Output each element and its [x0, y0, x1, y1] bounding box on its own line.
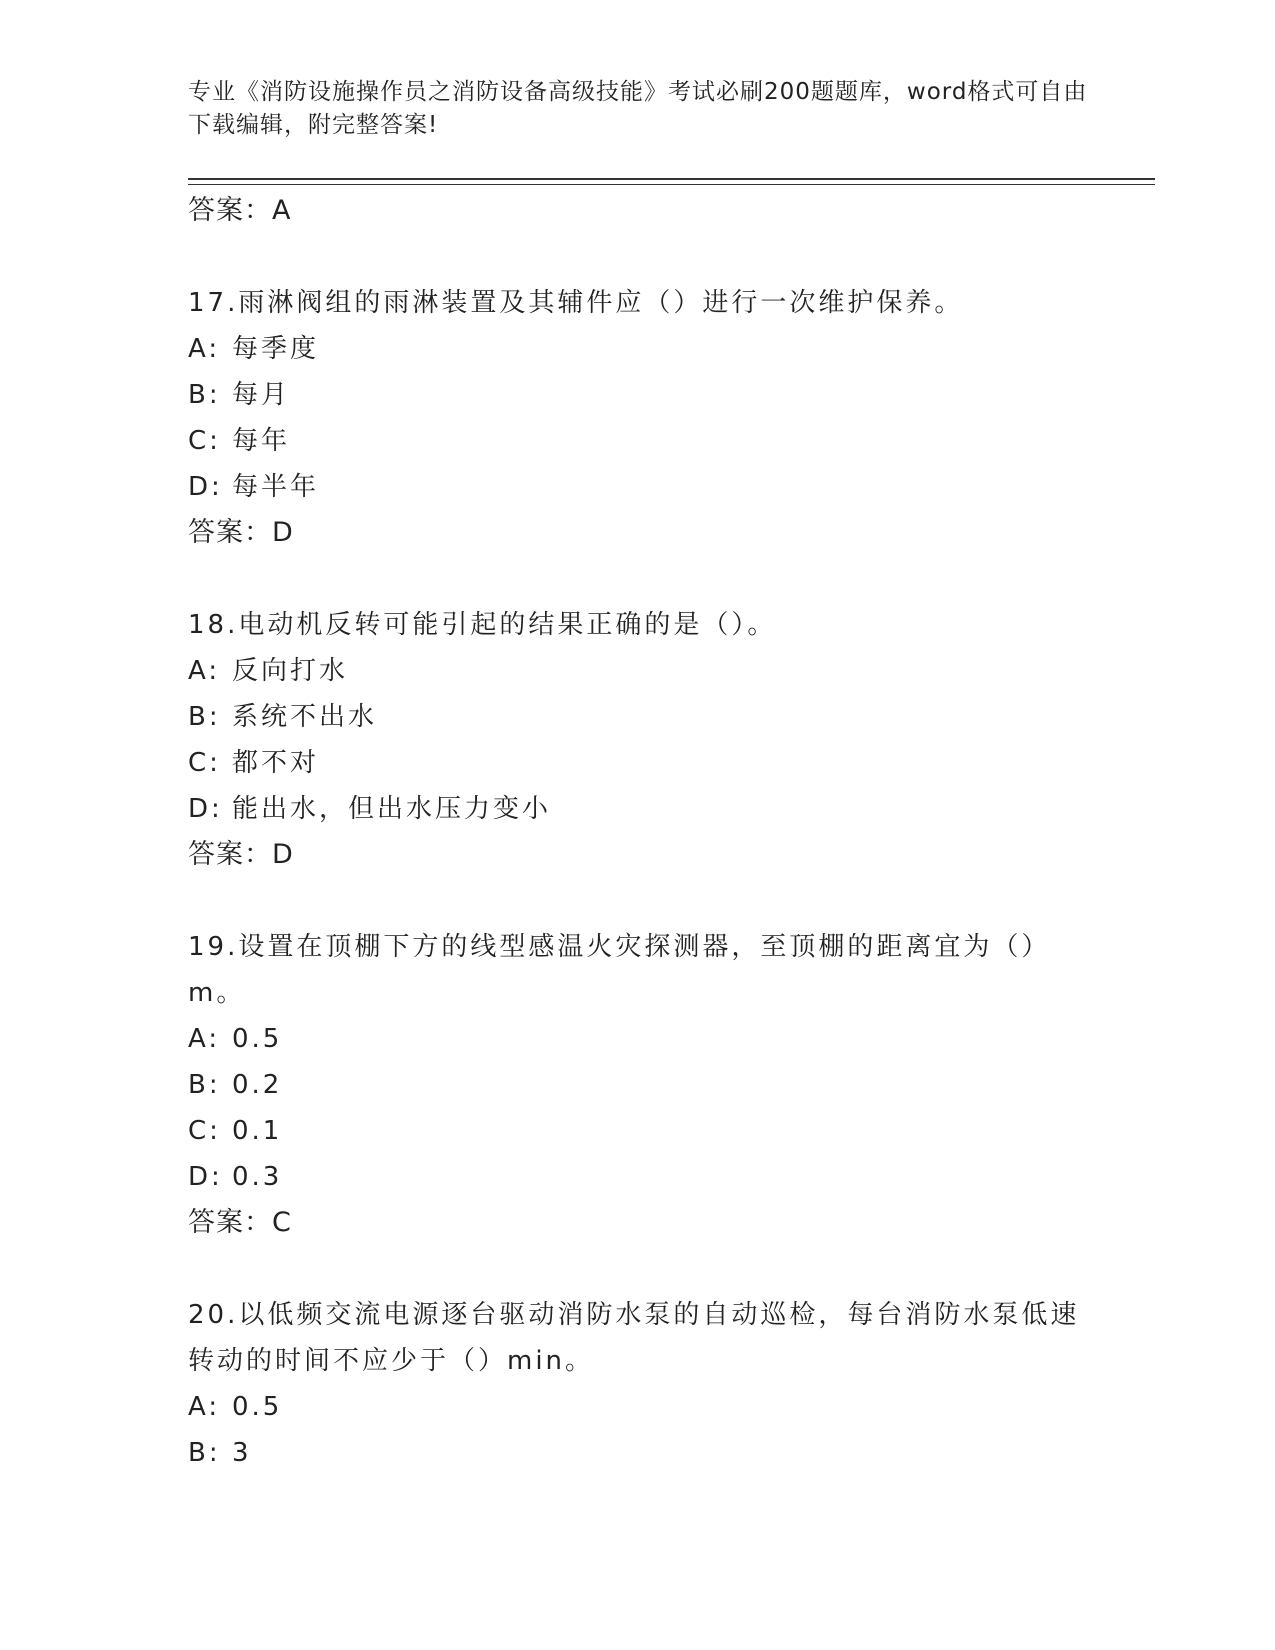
option-b: [188, 694, 1088, 740]
option-letter: C:: [188, 426, 221, 456]
option-b: [188, 372, 1088, 418]
question-block: [188, 602, 1088, 878]
header-divider-thin: [188, 184, 1155, 185]
option-letter: A:: [188, 1392, 221, 1422]
option-text: 都不对: [232, 748, 320, 778]
option-d: [188, 464, 1088, 510]
option-a: [188, 326, 1088, 372]
option-letter: A:: [188, 1024, 221, 1054]
question-list: [188, 188, 1088, 1476]
option-letter: C:: [188, 748, 221, 778]
option-text: 能出水，但出水压力变小: [232, 794, 552, 824]
header-divider-thick: [188, 178, 1155, 180]
option-text: 每月: [232, 380, 291, 410]
option-letter: A:: [188, 334, 221, 364]
option-letter: B:: [188, 702, 221, 732]
option-text: 每半年: [232, 472, 320, 502]
option-text: 0.3: [232, 1162, 283, 1192]
option-text: 每年: [232, 426, 291, 456]
option-text: 系统不出水: [232, 702, 378, 732]
option-letter: B:: [188, 380, 221, 410]
option-text: 每季度: [232, 334, 320, 364]
question-block: [188, 1292, 1088, 1476]
option-letter: B:: [188, 1438, 221, 1468]
option-text: 0.5: [232, 1392, 283, 1422]
option-c: [188, 1108, 1088, 1154]
option-c: [188, 418, 1088, 464]
question-stem: 18.电动机反转可能引起的结果正确的是（）。: [188, 610, 777, 640]
answer-line: 答案：D: [188, 839, 294, 870]
option-a: [188, 648, 1088, 694]
option-c: [188, 740, 1088, 786]
option-letter: B:: [188, 1070, 221, 1100]
option-text: 0.5: [232, 1024, 283, 1054]
option-letter: D:: [188, 1162, 223, 1192]
question-stem: 17.雨淋阀组的雨淋装置及其辅件应（）进行一次维护保养。: [188, 288, 964, 318]
option-b: [188, 1430, 1088, 1476]
option-a: [188, 1016, 1088, 1062]
question-block: [188, 280, 1088, 556]
option-d: [188, 786, 1088, 832]
option-letter: A:: [188, 656, 221, 686]
answer-line: 答案：D: [188, 517, 294, 548]
question-block: [188, 924, 1088, 1246]
document-header: 专业《消防设施操作员之消防设备高级技能》考试必刷200题题库，word格式可自由下载编辑，附完整答案!: [188, 79, 1088, 138]
option-letter: D:: [188, 794, 223, 824]
option-b: [188, 1062, 1088, 1108]
option-text: 反向打水: [232, 656, 349, 686]
option-letter: C:: [188, 1116, 221, 1146]
question-stem: 20.以低频交流电源逐台驱动消防水泵的自动巡检，每台消防水泵低速转动的时间不应少于（）min。: [188, 1300, 1080, 1376]
answer-line: 答案：A: [188, 195, 292, 226]
option-text: 0.1: [232, 1116, 283, 1146]
question-stem: 19.设置在顶棚下方的线型感温火灾探测器，至顶棚的距离宜为（）m。: [188, 932, 1051, 1008]
option-text: 0.2: [232, 1070, 283, 1100]
option-text: 3: [232, 1438, 252, 1468]
option-a: [188, 1384, 1088, 1430]
option-letter: D:: [188, 472, 223, 502]
answer-line: 答案：C: [188, 1207, 292, 1238]
option-d: [188, 1154, 1088, 1200]
